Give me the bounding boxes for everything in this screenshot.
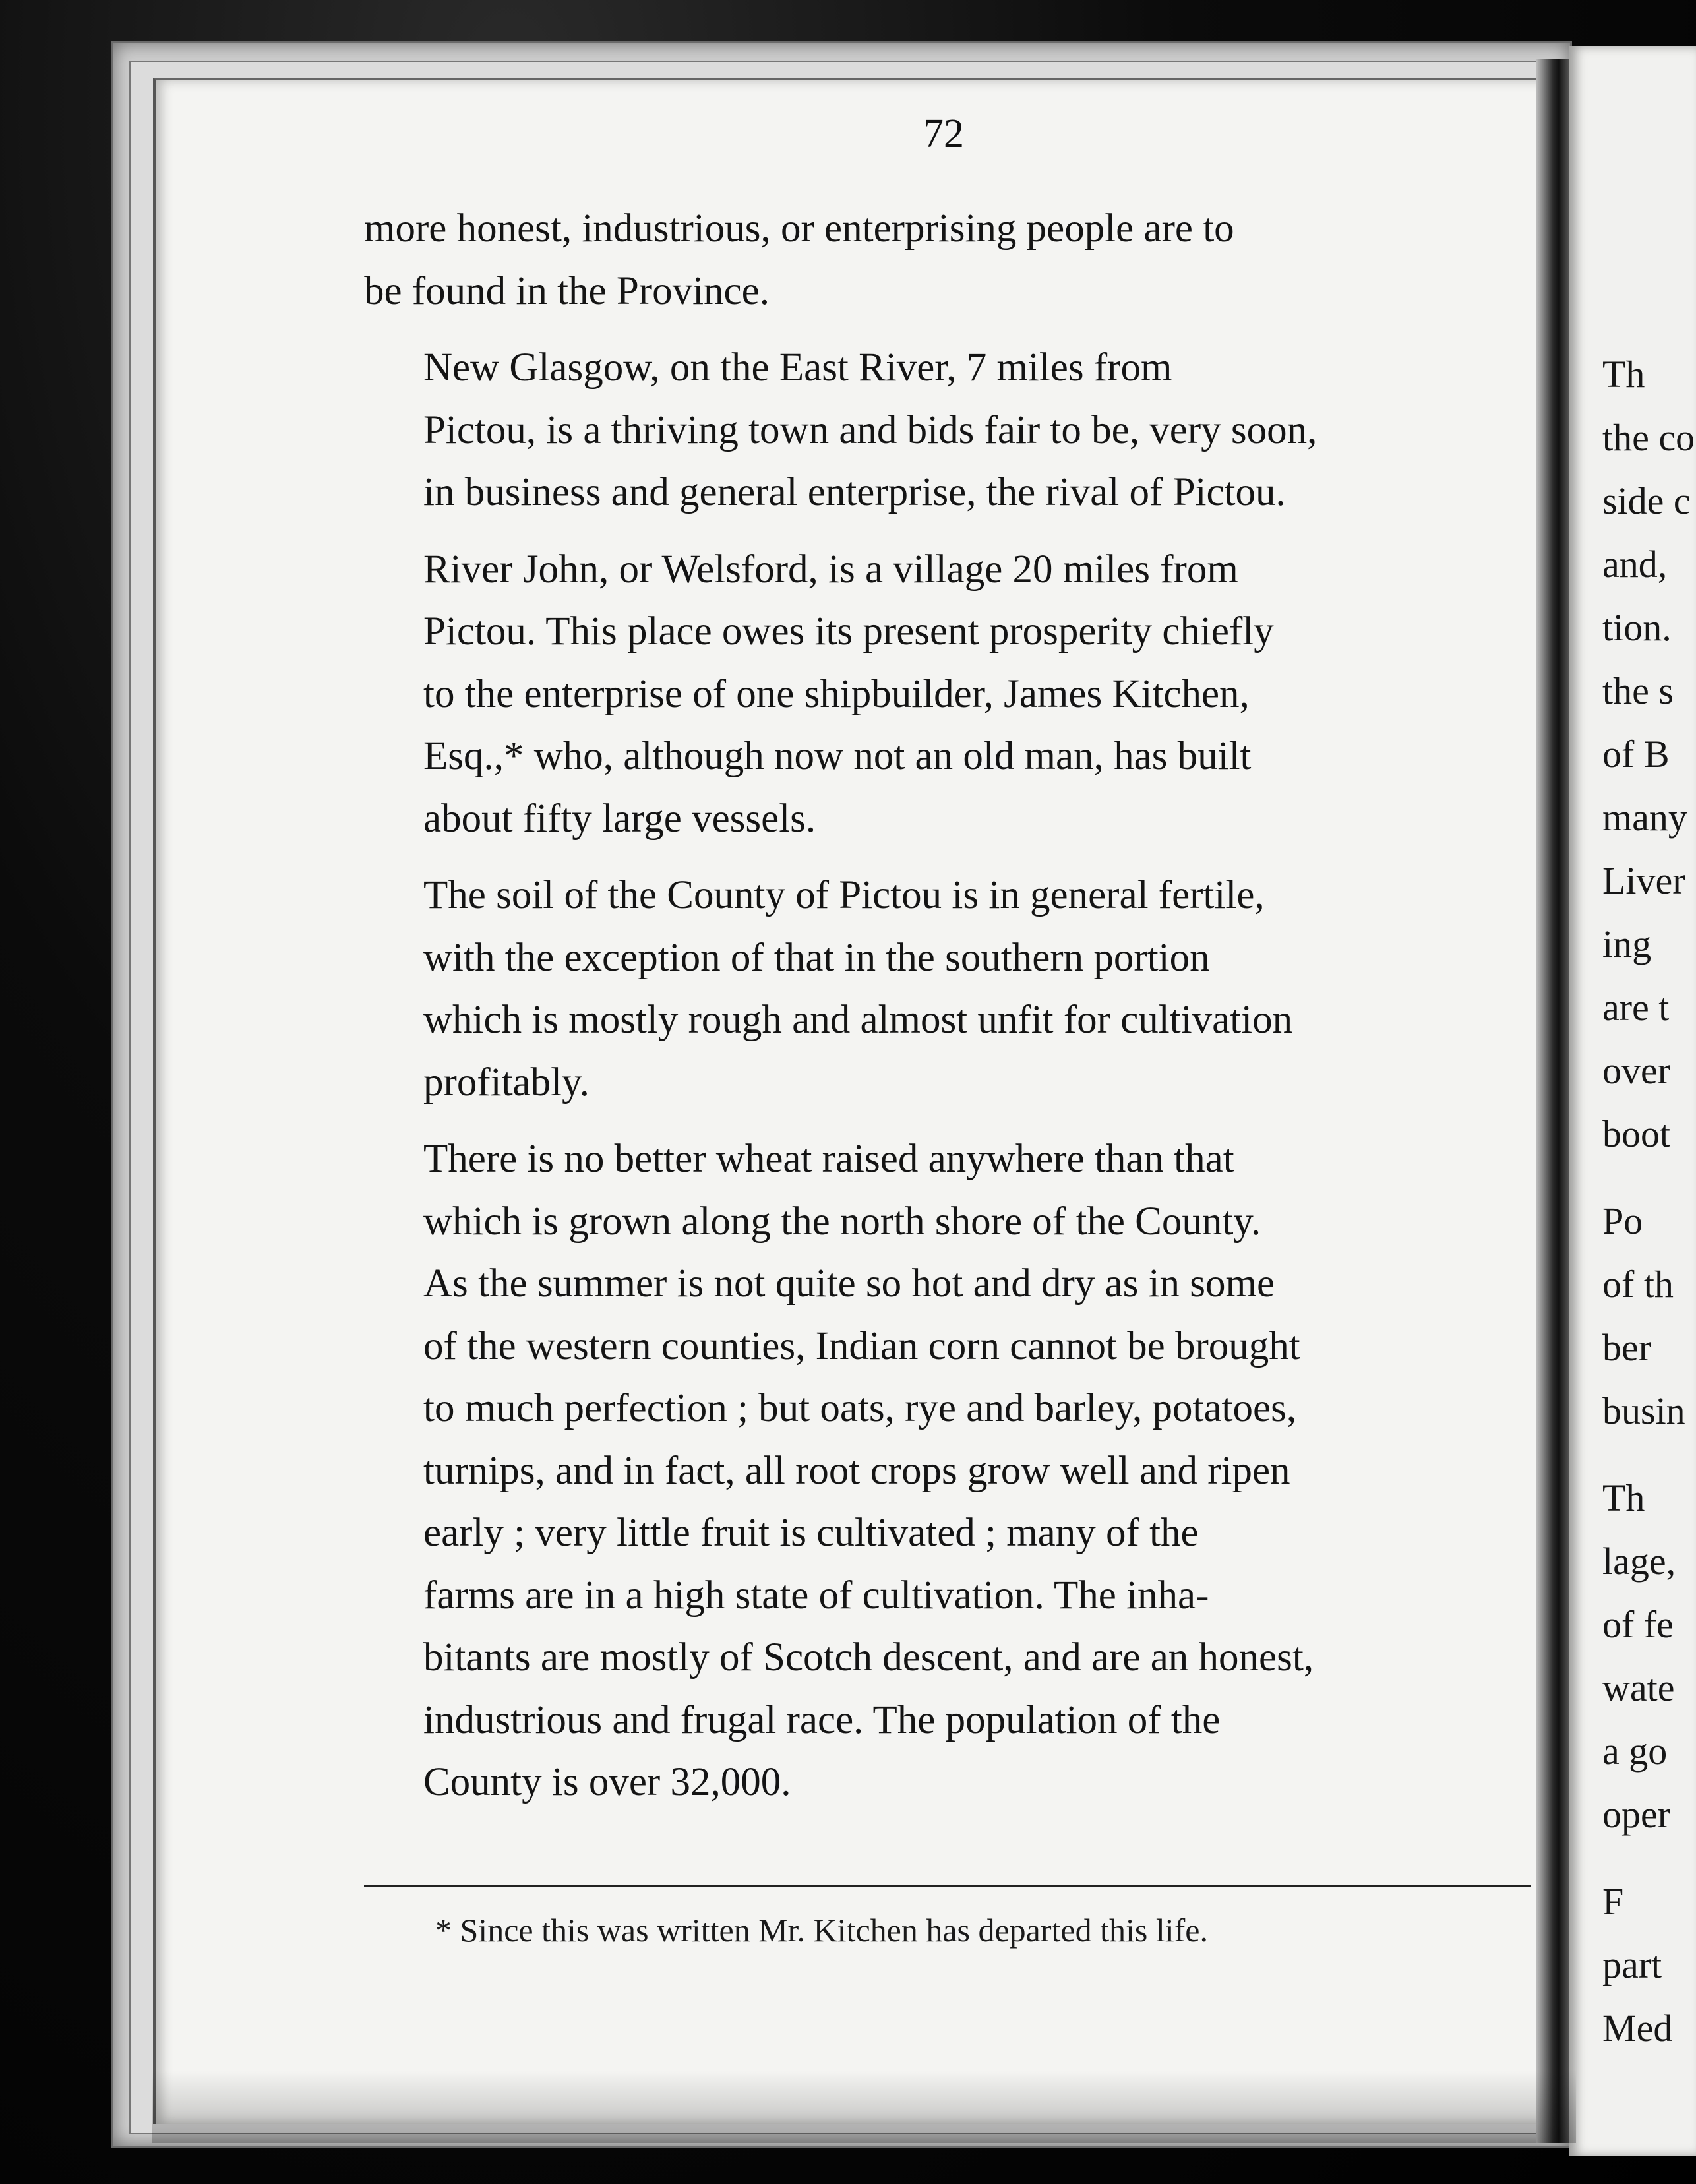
facing-fragment: the co — [1602, 416, 1695, 459]
text-line: bitants are mostly of Scotch descent, and are an honest, — [423, 1635, 1314, 1680]
text-line: which is grown along the north shore of the County. — [423, 1199, 1261, 1244]
text-line: early ; very little fruit is cultivated ; many of the — [423, 1511, 1199, 1555]
text-line: more honest, industrious, or enterprising people are to — [364, 206, 1234, 251]
text-line: to much perfection ; but oats, rye and barley, potatoes, — [423, 1386, 1297, 1430]
facing-fragment: boot — [1602, 1112, 1671, 1155]
text-line: Pictou, is a thriving town and bids fair to be, very soon, — [423, 408, 1317, 452]
text-line: profitably. — [423, 1060, 590, 1105]
paragraph — [364, 864, 1544, 1114]
page-number: 72 — [923, 111, 964, 156]
page-bottom-shadow — [152, 2071, 1576, 2143]
text-line: of the western counties, Indian corn cannot be brought — [423, 1323, 1300, 1368]
text-line: farms are in a high state of cultivation. The inha- — [423, 1573, 1209, 1618]
text-line: River John, or Welsford, is a village 20 miles from — [423, 547, 1238, 592]
facing-fragment: over — [1602, 1049, 1671, 1092]
facing-fragment: of B — [1602, 733, 1670, 775]
text-line: County is over 32,000. — [423, 1760, 791, 1804]
facing-fragment: F — [1602, 1880, 1624, 1923]
facing-fragment: many — [1602, 796, 1687, 839]
facing-fragment: are t — [1602, 986, 1670, 1029]
facing-fragment: oper — [1602, 1793, 1671, 1836]
text-line: which is mostly rough and almost unfit for cultivation — [423, 998, 1293, 1042]
facing-fragment: a go — [1602, 1730, 1668, 1773]
facing-fragment: Po — [1602, 1199, 1643, 1242]
text-line: Pictou. This place owes its present prosperity chiefly — [423, 609, 1274, 653]
facing-fragment: ing — [1602, 923, 1652, 965]
facing-fragment: ber — [1602, 1326, 1652, 1369]
paragraph — [364, 1128, 1544, 1814]
page-body — [364, 198, 1544, 1829]
text-line: Esq.,* who, although now not an old man, has built — [423, 734, 1252, 778]
text-line: in business and general enterprise, the rival of Pictou. — [423, 470, 1286, 514]
text-line: be found in the Province. — [364, 268, 770, 313]
text-line: The soil of the County of Pictou is in general fertile, — [423, 873, 1265, 917]
facing-fragment: tion. — [1602, 606, 1672, 649]
facing-fragment: of th — [1602, 1263, 1674, 1306]
facing-fragment: Th — [1602, 1476, 1645, 1519]
facing-fragment: the s — [1602, 669, 1674, 712]
facing-fragment: busin — [1602, 1389, 1685, 1432]
text-line: New Glasgow, on the East River, 7 miles from — [423, 346, 1172, 390]
text-line: with the exception of that in the southern portion — [423, 935, 1210, 980]
facing-fragment: Liver — [1602, 859, 1685, 902]
facing-fragment: wate — [1602, 1666, 1675, 1709]
facing-fragment: of fe — [1602, 1603, 1674, 1646]
paragraph — [364, 337, 1544, 524]
text-line: about fifty large vessels. — [423, 796, 816, 841]
facing-fragment: Med — [1602, 2007, 1673, 2049]
text-line: to the enterprise of one shipbuilder, James Kitchen, — [423, 671, 1250, 716]
paragraph — [364, 198, 1544, 322]
facing-fragment: and, — [1602, 543, 1668, 586]
facing-fragment: Th — [1602, 353, 1645, 396]
paragraph — [364, 539, 1544, 851]
text-line: There is no better wheat raised anywhere than that — [423, 1137, 1234, 1181]
footnote: * Since this was written Mr. Kitchen has departed this life. — [435, 1912, 1208, 1949]
text-line: industrious and frugal race. The population of the — [423, 1697, 1221, 1742]
facing-fragment: lage, — [1602, 1540, 1676, 1583]
footnote-rule — [364, 1885, 1531, 1887]
text-line: As the summer is not quite so hot and dry as in some — [423, 1261, 1275, 1306]
facing-fragment: side c — [1602, 479, 1691, 522]
text-line: turnips, and in fact, all root crops grow well and ripen — [423, 1448, 1290, 1493]
facing-fragment: part — [1602, 1943, 1662, 1986]
facing-page-text — [1602, 343, 1696, 2060]
